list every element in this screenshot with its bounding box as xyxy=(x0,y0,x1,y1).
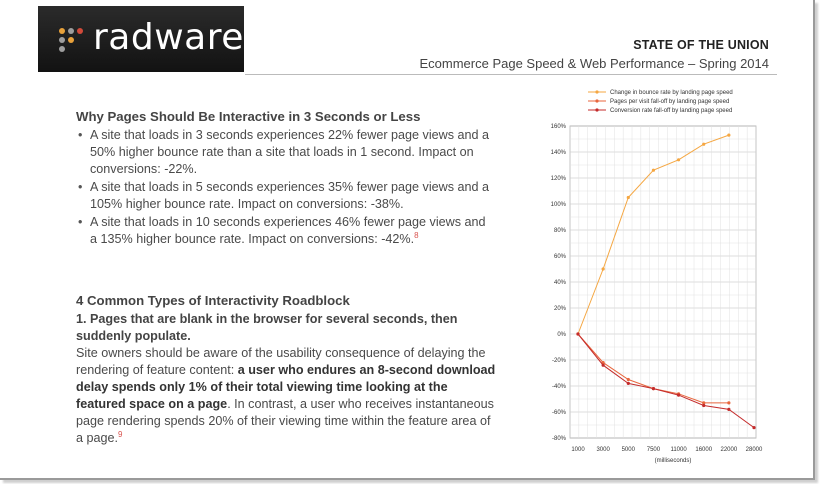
x-tick-label: 28000 xyxy=(745,447,763,453)
data-point xyxy=(752,426,755,429)
legend-swatch-dot xyxy=(595,99,598,102)
legend-swatch-dot xyxy=(595,108,598,111)
x-tick-label: 7500 xyxy=(646,447,661,453)
legend-entry: Conversion rate fall-off by landing page speed xyxy=(610,108,733,114)
chart-svg xyxy=(534,86,774,470)
x-tick-label: 11000 xyxy=(670,447,687,453)
x-tick-label: 5000 xyxy=(621,447,635,453)
legend-swatch-dot xyxy=(595,90,598,93)
speed-impact-chart xyxy=(534,86,774,470)
section-roadblocks xyxy=(76,292,496,447)
data-point xyxy=(652,387,655,390)
data-point xyxy=(702,143,705,146)
y-tick-label: 20% xyxy=(553,306,566,312)
y-tick-label: -40% xyxy=(551,384,566,390)
data-point xyxy=(627,196,630,199)
section-interactive-3-seconds xyxy=(76,108,496,249)
bullet-item: • A site that loads in 5 seconds experiences 35% fewer page views and a 105% higher bounce rate. Impact on conversions: -38%. xyxy=(76,179,496,213)
logo-text: radware xyxy=(93,17,244,58)
y-tick-label: 80% xyxy=(553,228,566,234)
y-tick-label: 0% xyxy=(557,332,566,338)
x-tick-label: 22000 xyxy=(720,447,738,453)
legend-entry: Pages per visit fall-off by landing page speed xyxy=(610,99,730,105)
radware-logo xyxy=(38,6,244,72)
bullet-list xyxy=(76,127,496,248)
data-point xyxy=(627,382,630,385)
x-tick-label: 16000 xyxy=(695,447,713,453)
y-tick-label: 160% xyxy=(550,124,566,130)
body-paragraph: Site owners should be aware of the usability consequence of delaying the rendering of feature content: a user who endures an 8-second download delay spends only 1% of their total viewing time looking at the featured space on a page. In contrast, a user who receives instantaneous page rendering spends 20% of their viewing time within the feature area of a page.$^9$ xyxy=(76,346,496,445)
data-point xyxy=(576,332,579,335)
header-subtitle: Ecommerce Page Speed & Web Performance – Spring 2014 xyxy=(419,56,769,71)
data-point xyxy=(677,158,680,161)
logo-dots-icon xyxy=(59,28,89,50)
y-tick-label: 40% xyxy=(553,280,566,286)
bullet-item: • A site that loads in 3 seconds experiences 22% fewer page views and a 50% higher bounce rate than a site that loads in 1 second. Impact on conversions: -22%. xyxy=(76,127,496,178)
header-title: STATE OF THE UNION xyxy=(633,38,769,52)
data-point xyxy=(652,169,655,172)
y-tick-label: 100% xyxy=(550,202,566,208)
document-header xyxy=(419,38,769,71)
legend-entry: Change in bounce rate by landing page speed xyxy=(610,90,733,96)
data-point xyxy=(702,404,705,407)
subsection-heading: 1. Pages that are blank in the browser for several seconds, then suddenly populate. xyxy=(76,312,458,343)
data-point xyxy=(727,134,730,137)
bullet-item: • A site that loads in 10 seconds experiences 46% fewer page views and a 135% higher bounce rate. Impact on conversions: -42%.$^8$ xyxy=(76,214,496,248)
section-heading: Why Pages Should Be Interactive in 3 Seconds or Less xyxy=(76,109,421,124)
footnote-ref: 9 xyxy=(118,429,123,439)
data-point xyxy=(602,267,605,270)
x-axis-label: (milliseconds) xyxy=(654,458,692,464)
x-tick-label: 1000 xyxy=(571,447,585,453)
header-divider xyxy=(245,74,777,75)
y-tick-label: 140% xyxy=(550,150,566,156)
y-tick-label: -20% xyxy=(551,358,566,364)
data-point xyxy=(727,401,730,404)
data-point xyxy=(627,378,630,381)
y-tick-label: -80% xyxy=(551,436,566,442)
y-tick-label: 60% xyxy=(553,254,566,260)
y-tick-label: 120% xyxy=(550,176,566,182)
data-point xyxy=(727,408,730,411)
y-tick-label: -60% xyxy=(551,410,566,416)
x-tick-label: 3000 xyxy=(596,447,610,453)
data-point xyxy=(677,394,680,397)
section-heading: 4 Common Types of Interactivity Roadblock xyxy=(76,293,350,308)
data-point xyxy=(602,364,605,367)
footnote-ref: 8 xyxy=(414,230,419,240)
